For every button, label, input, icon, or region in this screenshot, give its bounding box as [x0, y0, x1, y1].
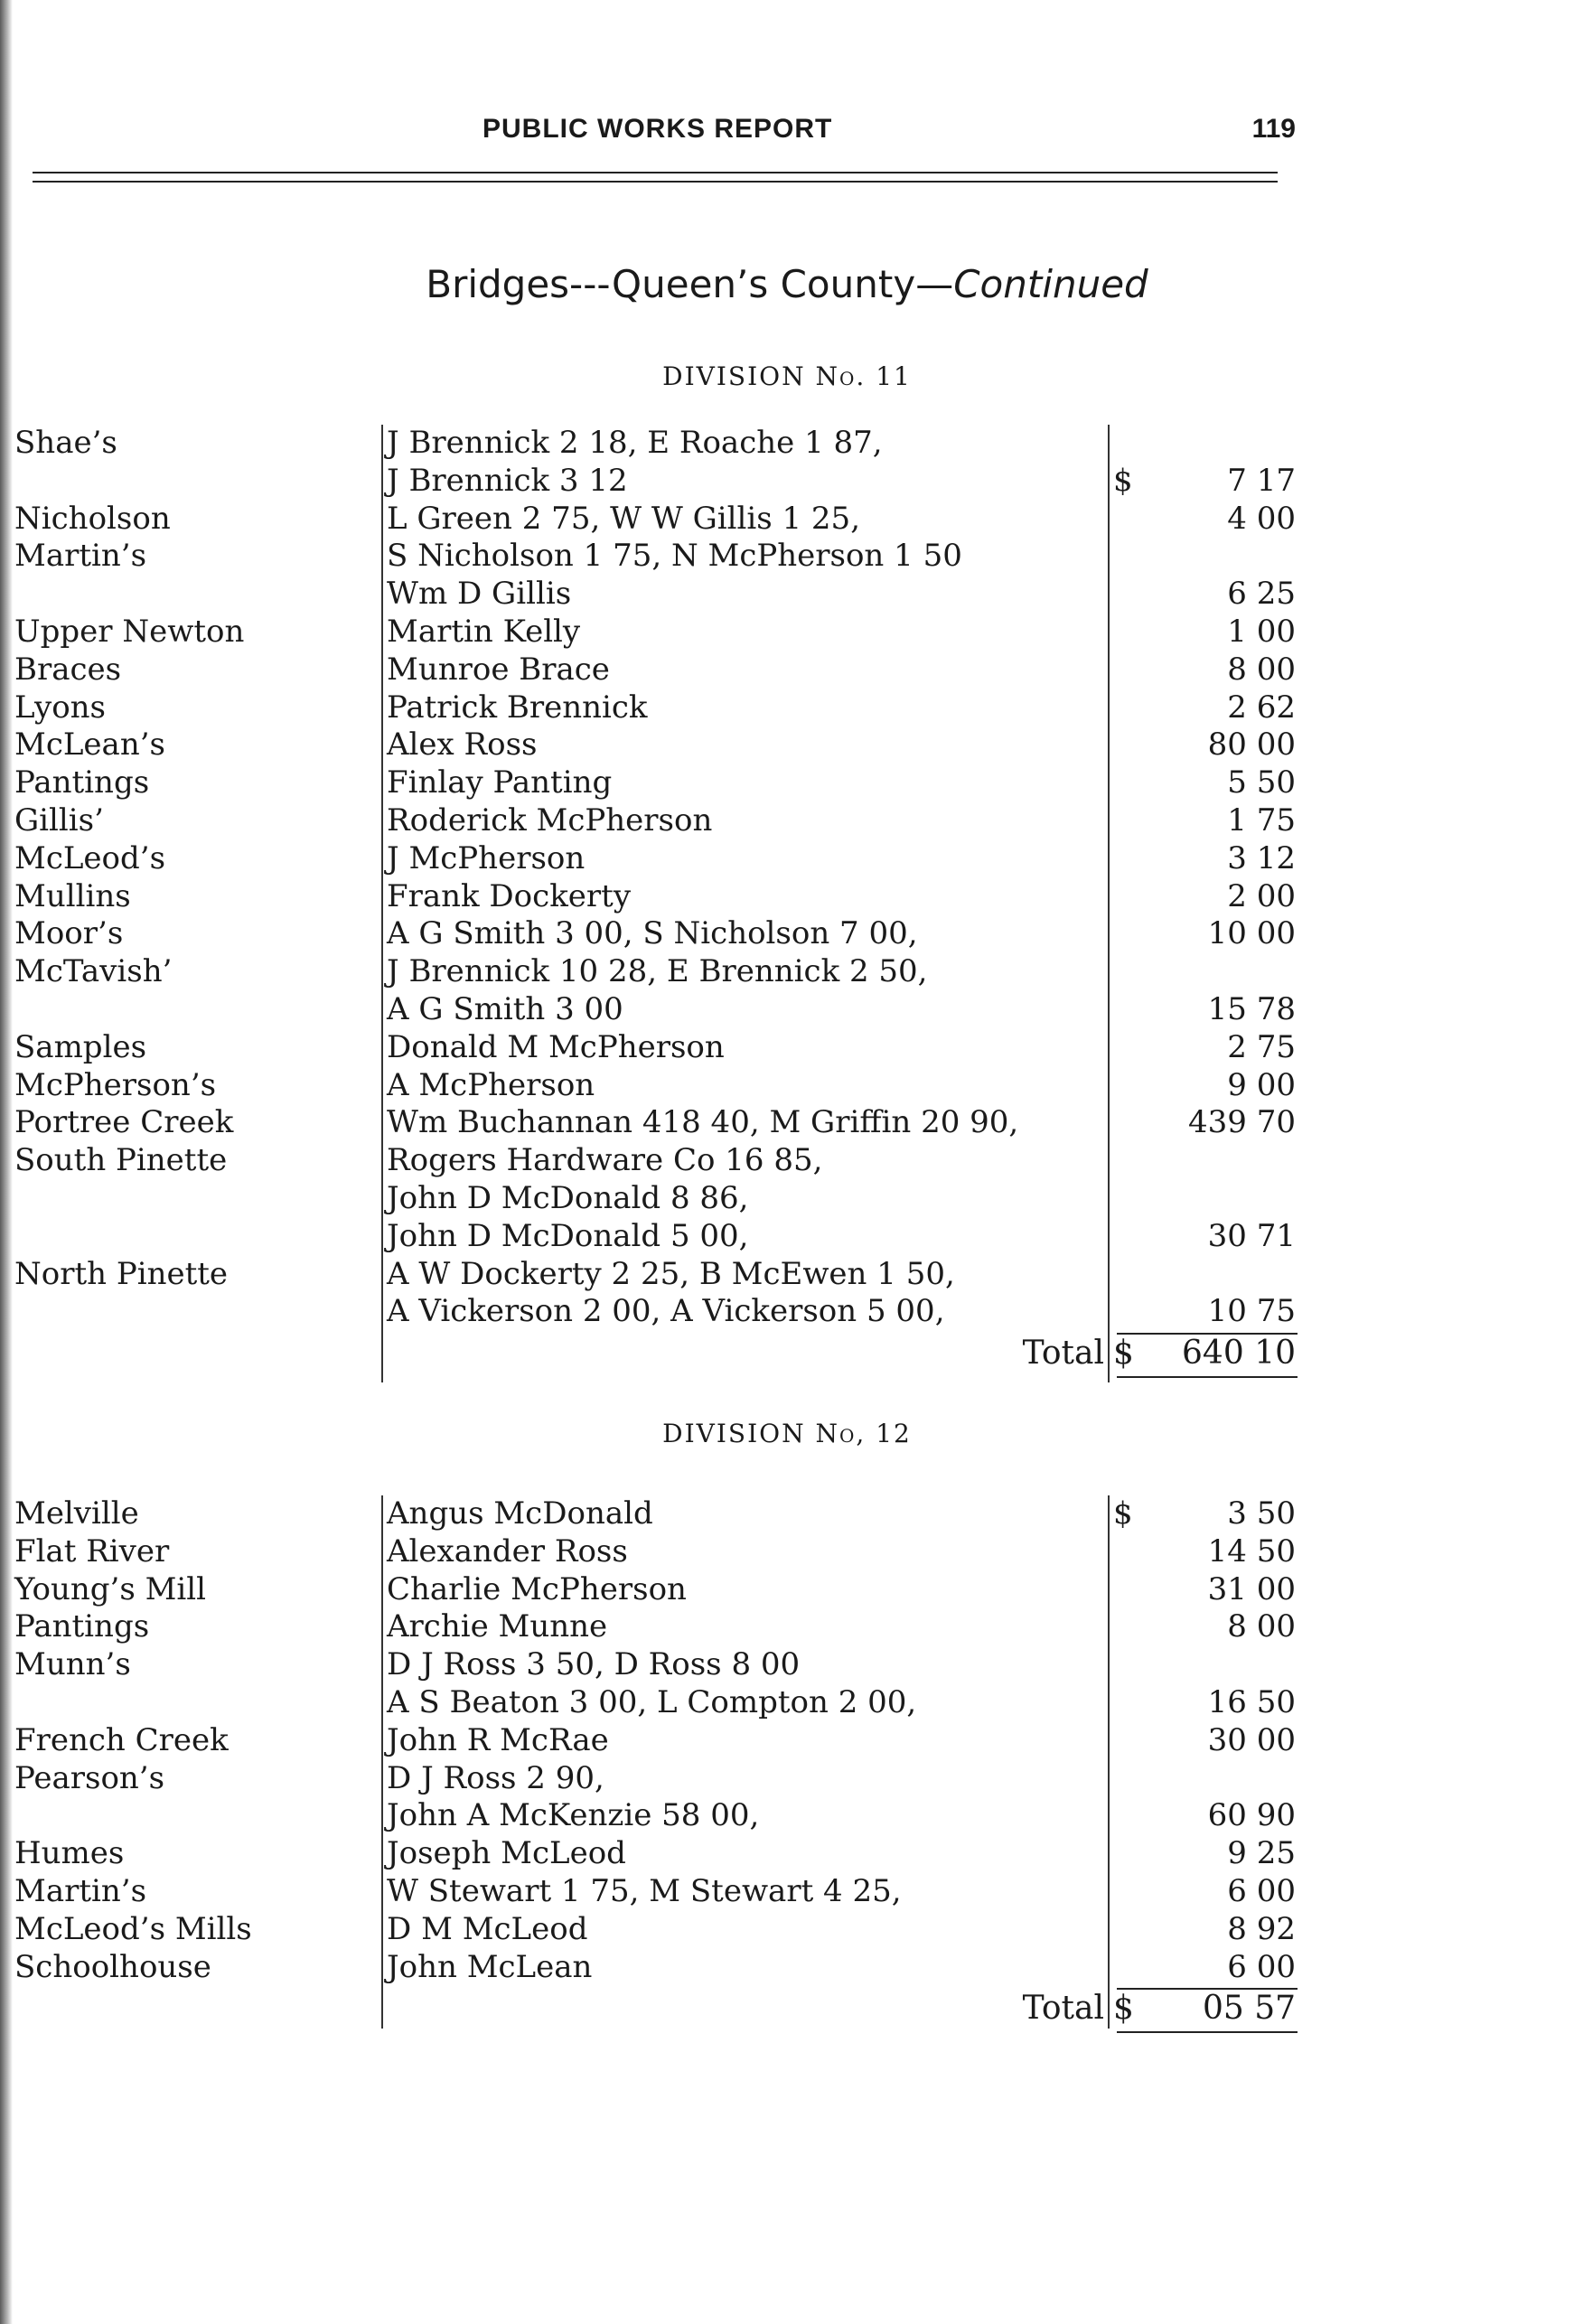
- payee-cell: J Brennick 10 28, E Brennick 2 50,: [387, 953, 928, 990]
- amount-cell: 15 78: [1207, 990, 1296, 1027]
- place-cell: Pantings: [14, 1608, 150, 1645]
- payee-cell: John McLean: [387, 1948, 593, 1985]
- amount-cell: 1 75: [1227, 801, 1296, 839]
- amount-cell: 31 00: [1207, 1570, 1296, 1607]
- amount-cell: 4 00: [1227, 500, 1296, 537]
- payee-cell: A W Dockerty 2 25, B McEwen 1 50,: [387, 1255, 955, 1292]
- page-header: [0, 108, 1574, 154]
- payee-cell: D J Ross 2 90,: [387, 1759, 604, 1796]
- table-row: [0, 538, 1574, 576]
- division-12-heading: DIVISION No, 12: [662, 1419, 912, 1448]
- table-row: [0, 1029, 1574, 1067]
- payee-cell: D J Ross 3 50, D Ross 8 00: [387, 1646, 801, 1683]
- place-cell: Moor’s: [14, 915, 124, 952]
- amount-cell: 9 25: [1227, 1835, 1296, 1872]
- amount-cell: 6 00: [1227, 1872, 1296, 1909]
- table-row: [0, 1571, 1574, 1609]
- amount-cell: 2 75: [1227, 1028, 1296, 1065]
- payee-cell: John D McDonald 5 00,: [387, 1217, 749, 1254]
- place-cell: North Pinette: [14, 1255, 229, 1292]
- place-cell: Portree Creek: [14, 1104, 234, 1141]
- table-row: [0, 425, 1574, 463]
- payee-cell: Martin Kelly: [387, 613, 581, 650]
- table-row: [0, 1256, 1574, 1294]
- amount-cell: 8 00: [1227, 1608, 1296, 1645]
- place-cell: South Pinette: [14, 1142, 228, 1179]
- dollar-sign: $: [1113, 1495, 1133, 1532]
- header-rule-bottom: [33, 181, 1278, 183]
- table-row: [0, 1533, 1574, 1571]
- table-row: [0, 878, 1574, 916]
- running-title: PUBLIC WORKS REPORT: [483, 114, 833, 144]
- payee-cell: Alexander Ross: [387, 1532, 628, 1570]
- place-cell: McPherson’s: [14, 1066, 217, 1103]
- place-cell: Samples: [14, 1028, 147, 1065]
- total-row: [0, 1331, 1574, 1376]
- place-cell: Nicholson: [14, 500, 171, 537]
- place-cell: McLeod’s Mills: [14, 1910, 252, 1947]
- table-row: [0, 1911, 1574, 1949]
- payee-cell: Angus McDonald: [387, 1495, 653, 1532]
- section-title: [0, 262, 1574, 306]
- table-row: [0, 1495, 1574, 1533]
- table-row: [0, 1218, 1574, 1256]
- table-row: [0, 1684, 1574, 1722]
- total-amount: 640 10: [1182, 1335, 1296, 1373]
- table-row: [0, 1293, 1574, 1331]
- table-row: [0, 953, 1574, 991]
- amount-cell: 9 00: [1227, 1066, 1296, 1103]
- amount-cell: 30 71: [1207, 1217, 1296, 1254]
- table-row: [0, 651, 1574, 689]
- payee-cell: Charlie McPherson: [387, 1570, 687, 1607]
- payee-cell: Finlay Panting: [387, 764, 613, 801]
- place-cell: Pearson’s: [14, 1759, 165, 1796]
- payee-cell: Rogers Hardware Co 16 85,: [387, 1142, 823, 1179]
- payee-cell: John R McRae: [387, 1721, 609, 1758]
- page-number: 119: [1251, 114, 1296, 144]
- payee-cell: J Brennick 2 18, E Roache 1 87,: [387, 425, 883, 461]
- place-cell: Munn’s: [14, 1646, 131, 1683]
- place-cell: McTavish’: [14, 953, 173, 990]
- place-cell: Shae’s: [14, 425, 117, 461]
- payee-cell: Joseph McLeod: [387, 1835, 626, 1872]
- table-row: [0, 840, 1574, 878]
- table-row: [0, 915, 1574, 953]
- amount-cell: 8 00: [1227, 651, 1296, 688]
- place-cell: Gillis’: [14, 801, 104, 839]
- amount-cell: 6 25: [1227, 576, 1296, 613]
- amount-cell: 80 00: [1207, 726, 1296, 764]
- payee-cell: A G Smith 3 00, S Nicholson 7 00,: [387, 915, 918, 952]
- dollar-sign: $: [1113, 462, 1133, 499]
- amount-cell: 8 92: [1227, 1910, 1296, 1947]
- amount-cell: 439 70: [1188, 1104, 1296, 1141]
- table-row: [0, 1142, 1574, 1180]
- table-row: [0, 463, 1574, 501]
- table-row: [0, 726, 1574, 764]
- place-cell: Martin’s: [14, 538, 147, 575]
- payee-cell: Frank Dockerty: [387, 877, 632, 914]
- table-row: [0, 1646, 1574, 1684]
- amount-cell: 2 00: [1227, 877, 1296, 914]
- total-dollar-sign: $: [1113, 1335, 1134, 1373]
- payee-cell: J McPherson: [387, 839, 586, 876]
- amount-cell: 10 75: [1207, 1293, 1296, 1330]
- payee-cell: Patrick Brennick: [387, 689, 648, 726]
- amount-cell: 7 17: [1227, 462, 1296, 499]
- amount-cell: 16 50: [1207, 1683, 1296, 1720]
- payee-cell: D M McLeod: [387, 1910, 588, 1947]
- table-row: [0, 1797, 1574, 1835]
- place-cell: Schoolhouse: [14, 1948, 211, 1985]
- payee-cell: L Green 2 75, W W Gillis 1 25,: [387, 500, 860, 537]
- payee-cell: Roderick McPherson: [387, 801, 713, 839]
- payee-cell: J Brennick 3 12: [387, 462, 628, 499]
- place-cell: Mullins: [14, 877, 131, 914]
- total-rule-bottom: [1117, 1376, 1298, 1378]
- place-cell: McLean’s: [14, 726, 165, 764]
- total-row: [0, 1986, 1574, 2031]
- payee-cell: Alex Ross: [387, 726, 538, 764]
- amount-cell: 60 90: [1207, 1797, 1296, 1834]
- amount-cell: 6 00: [1227, 1948, 1296, 1985]
- table-row: [0, 1949, 1574, 1987]
- total-rule-bottom: [1117, 2031, 1298, 2033]
- payee-cell: John D McDonald 8 86,: [387, 1179, 749, 1216]
- place-cell: Lyons: [14, 689, 107, 726]
- table-row: [0, 1104, 1574, 1142]
- place-cell: Pantings: [14, 764, 150, 801]
- total-label: Total: [1022, 1335, 1104, 1373]
- table-row: [0, 576, 1574, 614]
- place-cell: Braces: [14, 651, 122, 688]
- header-rule-top: [33, 172, 1278, 173]
- table-row: [0, 1180, 1574, 1218]
- place-cell: Humes: [14, 1835, 125, 1872]
- total-dollar-sign: $: [1113, 1990, 1134, 2028]
- amount-cell: 3 50: [1227, 1495, 1296, 1532]
- total-label: Total: [1022, 1990, 1104, 2028]
- payee-cell: Archie Munne: [387, 1608, 608, 1645]
- payee-cell: Wm D Gillis: [387, 576, 572, 613]
- place-cell: Young’s Mill: [14, 1570, 207, 1607]
- section-title-continued: Continued: [953, 262, 1148, 306]
- table-row: [0, 501, 1574, 539]
- payee-cell: W Stewart 1 75, M Stewart 4 25,: [387, 1872, 902, 1909]
- table-row: [0, 764, 1574, 802]
- payee-cell: John A McKenzie 58 00,: [387, 1797, 760, 1834]
- payee-cell: A G Smith 3 00: [387, 990, 623, 1027]
- amount-cell: 2 62: [1227, 689, 1296, 726]
- payee-cell: Wm Buchannan 418 40, M Griffin 20 90,: [387, 1104, 1019, 1141]
- payee-cell: A Vickerson 2 00, A Vickerson 5 00,: [387, 1293, 945, 1330]
- place-cell: Melville: [14, 1495, 139, 1532]
- table-row: [0, 991, 1574, 1029]
- amount-cell: 30 00: [1207, 1721, 1296, 1758]
- table-row: [0, 1873, 1574, 1911]
- section-title-main: Bridges---Queen’s County—: [426, 262, 954, 306]
- place-cell: Upper Newton: [14, 613, 245, 650]
- place-cell: Flat River: [14, 1532, 170, 1570]
- table-row: [0, 689, 1574, 727]
- division-11-heading: DIVISION No. 11: [662, 361, 912, 391]
- table-row: [0, 1835, 1574, 1873]
- amount-cell: 1 00: [1227, 613, 1296, 650]
- table-row: [0, 614, 1574, 651]
- payee-cell: A McPherson: [387, 1066, 595, 1103]
- amount-cell: 5 50: [1227, 764, 1296, 801]
- table-row: [0, 1760, 1574, 1798]
- table-row: [0, 802, 1574, 840]
- amount-cell: 10 00: [1207, 915, 1296, 952]
- payee-cell: S Nicholson 1 75, N McPherson 1 50: [387, 538, 962, 575]
- amount-cell: 3 12: [1227, 839, 1296, 876]
- payee-cell: Donald M McPherson: [387, 1028, 725, 1065]
- payee-cell: A S Beaton 3 00, L Compton 2 00,: [387, 1683, 917, 1720]
- total-amount: 05 57: [1202, 1990, 1296, 2028]
- place-cell: Martin’s: [14, 1872, 147, 1909]
- place-cell: French Creek: [14, 1721, 229, 1758]
- payee-cell: Munroe Brace: [387, 651, 610, 688]
- division-11-rows: [0, 425, 1574, 1376]
- place-cell: McLeod’s: [14, 839, 166, 876]
- division-12-rows: [0, 1495, 1574, 2031]
- table-row: [0, 1608, 1574, 1646]
- amount-cell: 14 50: [1207, 1532, 1296, 1570]
- table-row: [0, 1067, 1574, 1105]
- table-row: [0, 1722, 1574, 1760]
